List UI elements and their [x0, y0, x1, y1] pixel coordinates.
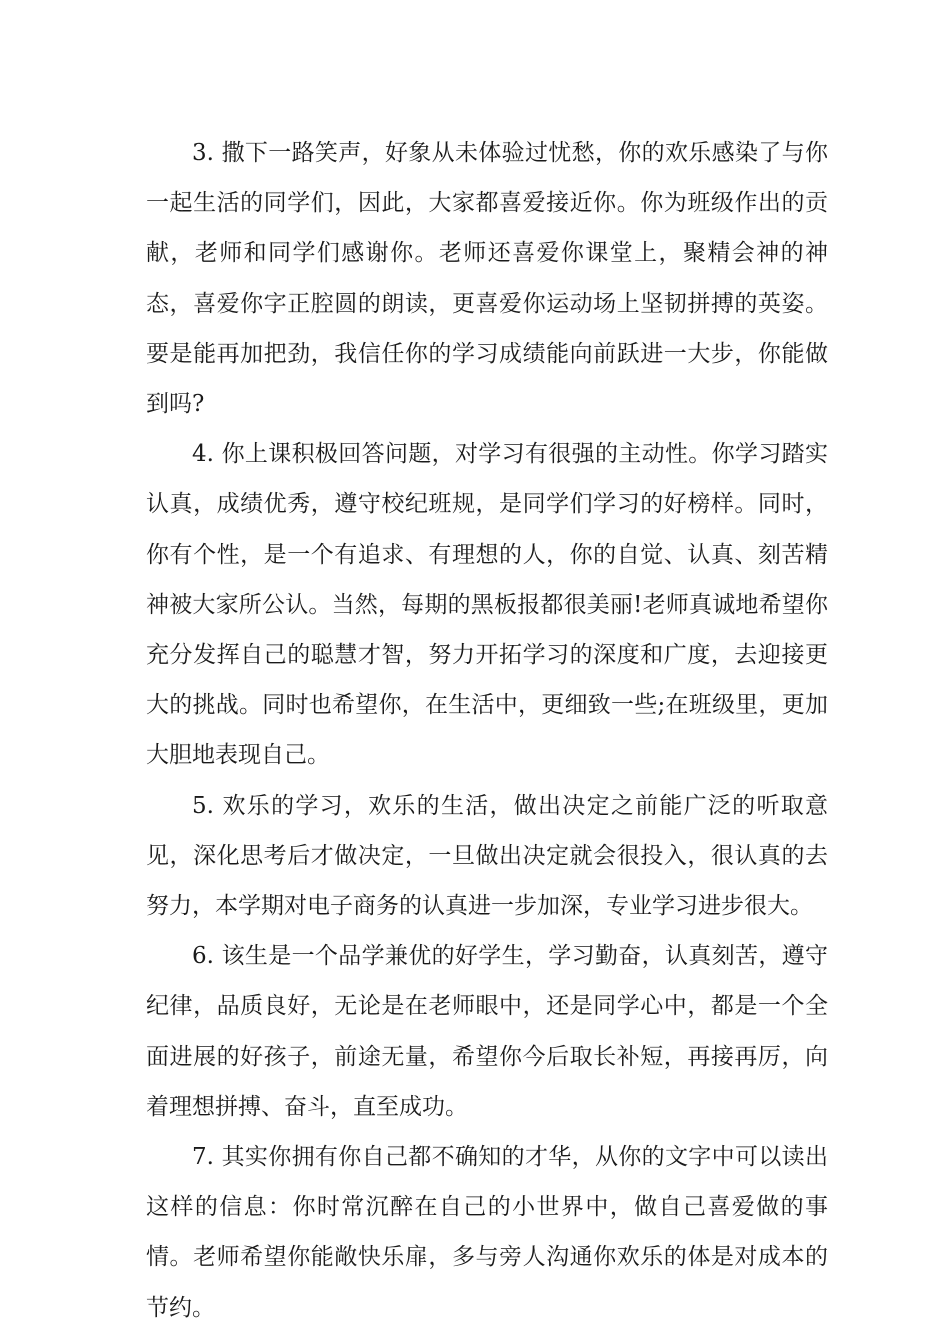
paragraph-4: 4. 你上课积极回答问题，对学习有很强的主动性。你学习踏实认真，成绩优秀，遵守校纪班规，是同学们学习的好榜样。同时，你有个性，是一个有追求、有理想的人，你的自觉、认真、刻苦精神被大家所公认。当然，每期的黑板报都很美丽!老师真诚地希望你充分发挥自己的聪慧才智，努力开拓学习的深度和广度，去迎接更大的挑战。同时也希望你，在生活中，更细致一些;在班级里，更加大胆地表现自己。 [146, 441, 828, 769]
paragraph-7: 7. 其实你拥有你自己都不确知的才华，从你的文字中可以读出这样的信息：你时常沉醉在自己的小世界中，做自己喜爱做的事情。老师希望你能敞快乐扉，多与旁人沟通你欢乐的体是对成本的节约。 [146, 1144, 828, 1321]
paragraph-3: 3. 撒下一路笑声，好象从未体验过忧愁，你的欢乐感染了与你一起生活的同学们，因此，大家都喜爱接近你。你为班级作出的贡献，老师和同学们感谢你。老师还喜爱你课堂上，聚精会神的神态，喜爱你字正腔圆的朗读，更喜爱你运动场上坚韧拼搏的英姿。要是能再加把劲，我信任你的学习成绩能向前跃进一大步，你能做到吗? [146, 140, 828, 418]
document-body [146, 128, 828, 1333]
paragraph-5: 5. 欢乐的学习，欢乐的生活，做出决定之前能广泛的听取意见，深化思考后才做决定，一旦做出决定就会很投入，很认真的去努力，本学期对电子商务的认真进一步加深，专业学习进步很大。 [146, 792, 828, 920]
paragraph-6: 6. 该生是一个品学兼优的好学生，学习勤奋，认真刻苦，遵守纪律，品质良好，无论是在老师眼中，还是同学心中，都是一个全面进展的好孩子，前途无量，希望你今后取长补短，再接再厉，向着理想拼搏、奋斗，直至成功。 [146, 943, 828, 1120]
